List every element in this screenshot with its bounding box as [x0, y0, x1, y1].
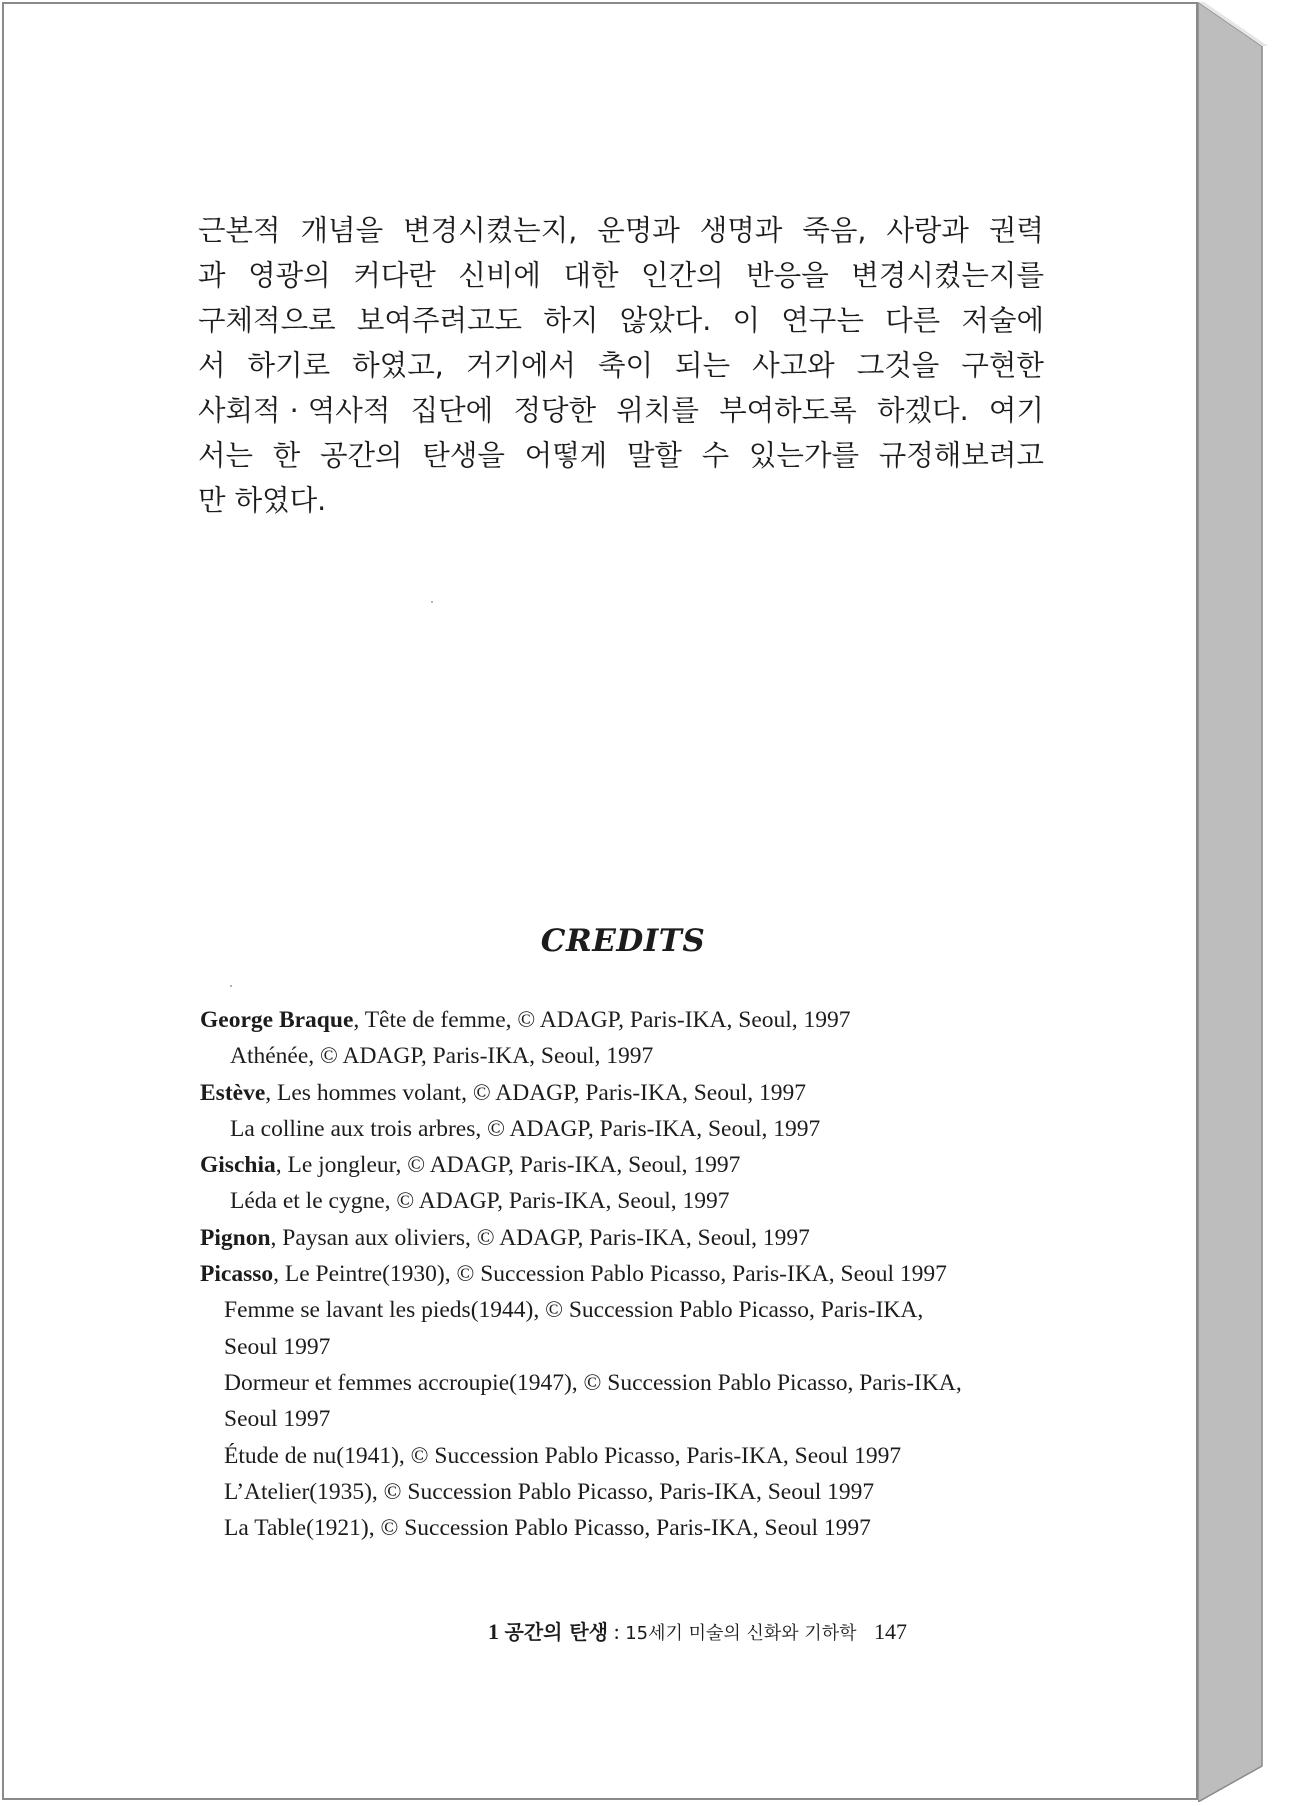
paragraph-word: 그것을	[856, 349, 940, 382]
paragraph-word: 보여주려고도	[356, 304, 523, 337]
credit-entry	[200, 1220, 1060, 1256]
credit-artist-name: George Braque	[200, 1007, 354, 1033]
credit-entry	[200, 1075, 1060, 1111]
paragraph-word: 개념을	[300, 214, 384, 247]
credit-continuation: Seoul 1997	[224, 1333, 331, 1360]
paragraph-line	[198, 388, 1044, 433]
credit-continuation: Dormeur et femmes accroupie(1947), © Succession Pablo Picasso, Paris-IKA,	[224, 1369, 962, 1396]
body-paragraph	[198, 208, 1044, 523]
paragraph-word: 변경시켰는지,	[403, 214, 578, 247]
page-speck	[431, 601, 433, 603]
paragraph-word: 근본적	[198, 214, 281, 247]
credit-work: , Paysan aux oliviers, © ADAGP, Paris-IKA, Seoul, 1997	[270, 1224, 810, 1251]
paragraph-word: 수	[701, 439, 730, 472]
paragraph-word: 집단에	[410, 394, 494, 427]
paragraph-word: 있는가를	[748, 439, 860, 472]
paragraph-word: 않았다.	[619, 304, 712, 337]
paragraph-word: 다른	[885, 304, 941, 337]
paragraph-word: 과	[198, 259, 226, 292]
footer-chapter-title: 공간의 탄생	[504, 1620, 609, 1644]
paragraph-word: 서	[198, 349, 226, 382]
credit-work: , Le jongleur, © ADAGP, Paris-IKA, Seoul, 1997	[275, 1152, 741, 1179]
paragraph-word: 하기로	[247, 349, 331, 382]
paragraph-word: 죽음,	[802, 214, 867, 247]
paragraph-word: 공간의	[320, 439, 403, 472]
paragraph-word: 영광의	[248, 259, 331, 292]
credit-entry	[200, 1002, 1060, 1038]
credit-work: , Le Peintre(1930), © Succession Pablo Picasso, Paris-IKA, Seoul 1997	[273, 1261, 947, 1288]
paragraph-word: 생명과	[699, 214, 783, 247]
credits-heading: CREDITS	[540, 923, 706, 959]
credit-artist-name: Gischia	[200, 1152, 276, 1179]
paragraph-word: 서는	[198, 439, 254, 472]
credit-continuation: Léda et le cygne, © ADAGP, Paris-IKA, Seoul, 1997	[230, 1188, 730, 1215]
paragraph-word: 반응을	[746, 259, 829, 292]
credit-entry	[200, 1256, 1060, 1292]
paragraph-line	[198, 343, 1044, 388]
paragraph-word: 어떻게	[524, 439, 608, 472]
book-spine	[1198, 2, 1306, 1802]
credit-continuation: La colline aux trois arbres, © ADAGP, Paris-IKA, Seoul, 1997	[230, 1115, 821, 1142]
paragraph-word: 사고와	[752, 349, 835, 382]
paragraph-word: 권력	[988, 214, 1044, 247]
credit-continuation: Étude de nu(1941), © Succession Pablo Picasso, Paris-IKA, Seoul 1997	[224, 1442, 902, 1469]
paragraph-line	[198, 433, 1044, 478]
credit-continuation: La Table(1921), © Succession Pablo Picasso, Paris-IKA, Seoul 1997	[224, 1515, 871, 1542]
paragraph-word: 변경시켰는지를	[851, 259, 1044, 292]
paragraph-line	[198, 208, 1044, 253]
paragraph-word: 여기	[988, 394, 1044, 427]
paragraph-word: 한	[272, 439, 301, 472]
paragraph-word: 말할	[626, 439, 682, 472]
paragraph-word: 부여하도록	[719, 394, 857, 427]
paragraph-word: 신비에	[458, 259, 541, 292]
paragraph-word: 탄생을	[422, 439, 505, 472]
paragraph-word: 되는	[675, 349, 731, 382]
paragraph-word: 거기에서	[465, 349, 576, 382]
paragraph-line	[198, 253, 1044, 298]
credit-artist-name: Picasso	[200, 1261, 274, 1288]
paragraph-word: 만 하였다.	[198, 484, 327, 517]
running-footer	[488, 1616, 1018, 1645]
paragraph-word: 하겠다.	[876, 394, 969, 427]
paragraph-word: 위치를	[616, 394, 699, 427]
paragraph-word: 규정해보려고	[878, 439, 1044, 472]
footer-chapter-number: 1	[488, 1619, 499, 1644]
credit-artist-name: Pignon	[200, 1224, 271, 1251]
paragraph-word: 사회적 · 역사적	[198, 394, 391, 427]
credit-continuation: Athénée, © ADAGP, Paris-IKA, Seoul, 1997	[230, 1043, 654, 1070]
paragraph-word: 축이	[597, 349, 654, 382]
paragraph-word: 구현한	[961, 349, 1044, 382]
paragraph-word: 대한	[563, 259, 619, 292]
paragraph-word: 연구는	[781, 304, 864, 337]
paragraph-word: 사랑과	[886, 214, 969, 247]
paragraph-word: 운명과	[597, 214, 680, 247]
paragraph-line	[198, 298, 1044, 343]
credits-list	[200, 1002, 1060, 1546]
paragraph-word: 하였고,	[352, 349, 444, 382]
credit-continuation: Seoul 1997	[224, 1406, 331, 1433]
paragraph-word: 인간의	[641, 259, 724, 292]
paragraph-word: 구체적으로	[198, 304, 336, 337]
page-speck	[230, 985, 232, 987]
credit-work: , Tête de femme, © ADAGP, Paris-IKA, Seoul, 1997	[353, 1007, 851, 1033]
credit-work: , Les hommes volant, © ADAGP, Paris-IKA, Seoul, 1997	[265, 1079, 806, 1106]
paragraph-word: 하지	[543, 304, 599, 337]
credit-entry	[200, 1147, 1060, 1183]
paragraph-line	[198, 478, 1044, 523]
credit-continuation: L’Atelier(1935), © Succession Pablo Picasso, Paris-IKA, Seoul 1997	[224, 1478, 875, 1505]
footer-subtitle: 15세기 미술의 신화와 기하학	[625, 1623, 857, 1644]
credit-continuation: Femme se lavant les pieds(1944), © Succession Pablo Picasso, Paris-IKA,	[224, 1297, 924, 1324]
paragraph-word: 저술에	[961, 304, 1044, 337]
page-number: 147	[874, 1619, 908, 1644]
credit-artist-name: Estève	[200, 1079, 266, 1106]
paragraph-word: 정당한	[513, 394, 597, 427]
footer-separator: :	[608, 1619, 626, 1644]
paragraph-word: 이	[732, 304, 761, 337]
paragraph-word: 커다란	[353, 259, 436, 292]
